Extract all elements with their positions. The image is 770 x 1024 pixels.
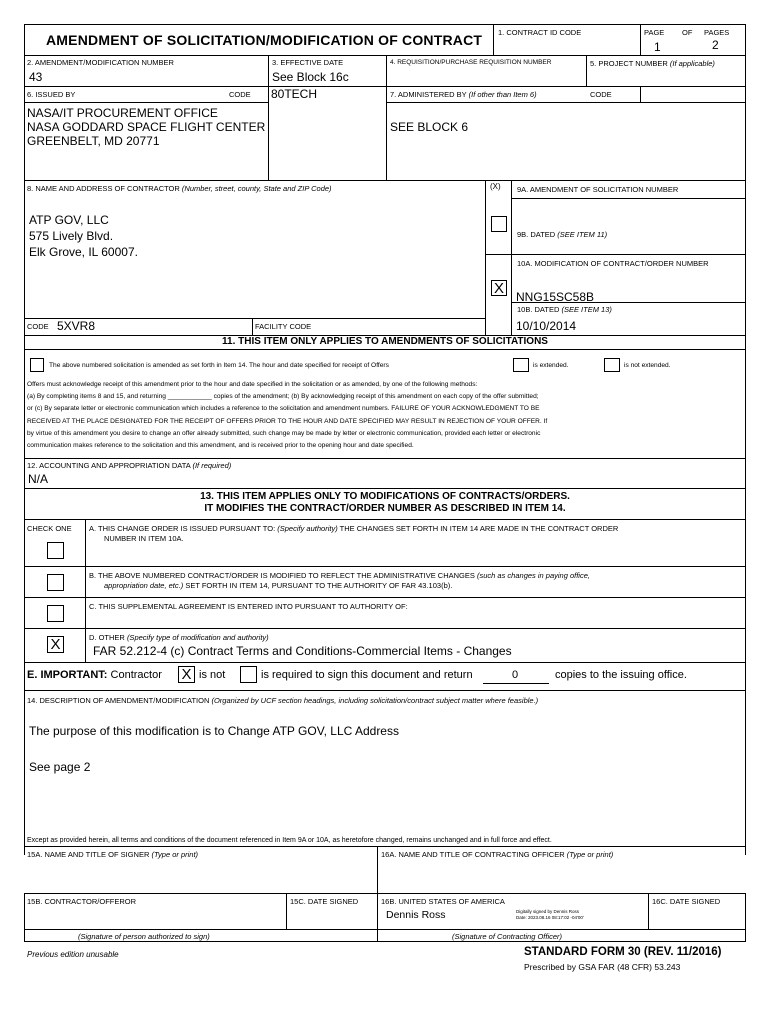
copies-text: copies to the issuing office. (555, 669, 687, 681)
pages-label: PAGES (704, 28, 730, 37)
page-count: 2 (712, 38, 719, 52)
13b-text: B. THE ABOVE NUMBERED CONTRACT/ORDER IS MODIFIED TO REFLECT THE ADMINISTRATIVE CHANGES (such as changes in paying office, (89, 571, 590, 580)
is-not-checkbox[interactable]: X (178, 666, 195, 683)
item11-instructions: Offers must acknowledge receipt of this amendment prior to the hour and date specified in the solicitation or as amended, by one of the following methods: (a) By completing items 8 and 15, and returning ____________ copies of the amendment; (b) By acknowledging receipt of this amendment on each copy of the offer submitted; or (c) By separate letter or electronic communication which includes a reference to the solicitation and amendment numbers. FAILURE OF YOUR ACKNOWLEDGMENT TO BE RECEIVED AT THE PLACE DESIGNATED FOR THE RECEIPT OF OFFERS PRIOR TO THE HOUR AND DATE SPECIFIED MAY RESULT IN REJECTION OF YOUR OFFER. If by virtue of this amendment you desire to change an offer already submitted, such change may be made by letter or electronic communication, provided each letter or electronic communication makes reference to the solicitation and this amendment, and is received prior to the opening hour and date specified. (27, 381, 548, 450)
not-extended-label: is not extended. (624, 362, 671, 369)
15b-label: 15B. CONTRACTOR/OFFEROR (27, 897, 137, 906)
form-title: AMENDMENT OF SOLICITATION/MODIFICATION OF CONTRACT (46, 32, 483, 48)
10a-value: NNG15SC58B (516, 290, 595, 304)
contractor-code-value: 5XVR8 (57, 319, 96, 333)
prescribed-by: Prescribed by GSA FAR (48 CFR) 53.243 (524, 962, 681, 972)
sig15-caption: (Signature of person authorized to sign) (78, 932, 210, 941)
facility-code-label: FACILITY CODE (255, 322, 312, 331)
not-extended-checkbox[interactable] (604, 358, 620, 372)
issued-by-label: 6. ISSUED BY (27, 90, 76, 99)
15a-label: 15A. NAME AND TITLE OF SIGNER (Type or print) (27, 850, 199, 859)
10a-checkbox[interactable]: X (491, 280, 507, 296)
13b-line2: appropriation date, etc.) SET FORTH IN ITEM 14, PURSUANT TO THE AUTHORITY OF FAR 43.103(b). (104, 581, 453, 590)
administered-by-label: 7. ADMINISTERED BY (If other than Item 6) (390, 90, 537, 99)
contractor-address: ATP GOV, LLC 575 Lively Blvd. Elk Grove, IL 60007. (29, 213, 138, 259)
16b-label: 16B. UNITED STATES OF AMERICA (381, 897, 505, 906)
effective-date-label: 3. EFFECTIVE DATE (272, 58, 344, 67)
issued-by-address: NASA/IT PROCUREMENT OFFICE NASA GODDARD SPACE FLIGHT CENTER GREENBELT, MD 20771 (27, 106, 266, 148)
10a-label: 10A. MODIFICATION OF CONTRACT/ORDER NUMBER (517, 259, 709, 268)
13a-line2: NUMBER IN ITEM 10A. (104, 534, 184, 543)
9a-checkbox[interactable] (491, 216, 507, 232)
check-one-label: CHECK ONE (27, 524, 72, 533)
item11-heading: 11. THIS ITEM ONLY APPLIES TO AMENDMENTS OF SOLICITATIONS (222, 336, 548, 347)
important-label: E. IMPORTANT: Contractor (27, 669, 162, 681)
amendment-number-label: 2. AMENDMENT/MODIFICATION NUMBER (27, 58, 174, 67)
9a-label: 9A. AMENDMENT OF SOLICITATION NUMBER (517, 185, 679, 194)
item14-line2: See page 2 (29, 760, 91, 774)
administered-by-value: SEE BLOCK 6 (390, 120, 469, 134)
page-number: 1 (654, 40, 661, 54)
form-name: STANDARD FORM 30 (REV. 11/2016) (524, 946, 722, 958)
contract-id-label: 1. CONTRACT ID CODE (498, 28, 582, 37)
contractor-label: 8. NAME AND ADDRESS OF CONTRACTOR (Number, street, county, State and ZIP Code) (27, 184, 332, 193)
accounting-label: 12. ACCOUNTING AND APPROPRIATION DATA (If required) (27, 461, 232, 470)
10b-value: 10/10/2014 (516, 319, 577, 333)
9b-label: 9B. DATED (SEE ITEM 11) (517, 230, 608, 239)
13c-text: C. THIS SUPPLEMENTAL AGREEMENT IS ENTERED INTO PURSUANT TO AUTHORITY OF: (89, 602, 408, 611)
item11-amended-checkbox[interactable] (30, 358, 44, 372)
sig16-caption: (Signature of Contracting Officer) (452, 932, 563, 941)
administered-code-label: CODE (590, 90, 612, 99)
accounting-value: N/A (28, 472, 49, 486)
item14-line1: The purpose of this modification is to Change ATP GOV, LLC Address (29, 724, 399, 738)
item11-line1: The above numbered solicitation is amended as set forth in Item 14. The hour and date specified for receipt of Offers (49, 362, 389, 369)
16c-label: 16C. DATE SIGNED (652, 897, 721, 906)
digital-signature: Digitally signed by Dennis Ross Date: 2023.08.16 08:17:02 -04'00' (516, 909, 584, 920)
of-label: OF (682, 28, 693, 37)
contractor-code-label: CODE (27, 322, 49, 331)
extended-checkbox[interactable] (513, 358, 529, 372)
amendment-number-value: 43 (29, 70, 43, 84)
13c-checkbox[interactable] (47, 605, 64, 622)
x-column-label: (X) (490, 182, 501, 191)
is-required-checkbox[interactable] (240, 666, 257, 683)
10b-label: 10B. DATED (SEE ITEM 13) (517, 305, 612, 314)
item13-heading: 13. THIS ITEM APPLIES ONLY TO MODIFICATIONS OF CONTRACTS/ORDERS. IT MODIFIES THE CONTRACT/ORDER NUMBER AS DESCRIBED IN ITEM 14. (200, 491, 570, 514)
13d-text: D. OTHER (Specify type of modification and authority) (89, 633, 269, 642)
item14-label: 14. DESCRIPTION OF AMENDMENT/MODIFICATION (Organized by UCF section headings, including solicitation/contract subject matter where feasible.) (27, 696, 539, 705)
effective-date-value: See Block 16c (272, 70, 349, 84)
copies-value: 0 (512, 669, 519, 681)
except-text: Except as provided herein, all terms and conditions of the document referenced in Item 9A or 10A, as heretofore changed, remains unchanged and in full force and effect. (27, 837, 552, 844)
issued-code-value: 80TECH (271, 87, 318, 101)
is-not-label: is not (199, 669, 226, 681)
13a-text: A. THIS CHANGE ORDER IS ISSUED PURSUANT TO: (Specify authority) THE CHANGES SET FORTH IN ITEM 14 ARE MADE IN THE CONTRACT ORDER (89, 524, 619, 533)
previous-edition-note: Previous edition unusable (27, 950, 119, 959)
16a-label: 16A. NAME AND TITLE OF CONTRACTING OFFICER (Type or print) (381, 850, 614, 859)
page-label: PAGE (644, 28, 665, 37)
issued-code-label: CODE (229, 90, 251, 99)
15c-label: 15C. DATE SIGNED (290, 897, 359, 906)
13d-checkbox[interactable]: X (47, 636, 64, 653)
is-required-label: is required to sign this document and return (261, 669, 473, 681)
extended-label: is extended. (533, 362, 569, 369)
13a-checkbox[interactable] (47, 542, 64, 559)
requisition-label: 4. REQUISITION/PURCHASE REQUISITION NUMBER (390, 59, 552, 66)
13b-checkbox[interactable] (47, 574, 64, 591)
16b-signer: Dennis Ross (386, 909, 446, 921)
13d-value: FAR 52.212-4 (c) Contract Terms and Conditions-Commercial Items - Changes (93, 644, 512, 658)
project-number-label: 5. PROJECT NUMBER (If applicable) (590, 59, 715, 68)
